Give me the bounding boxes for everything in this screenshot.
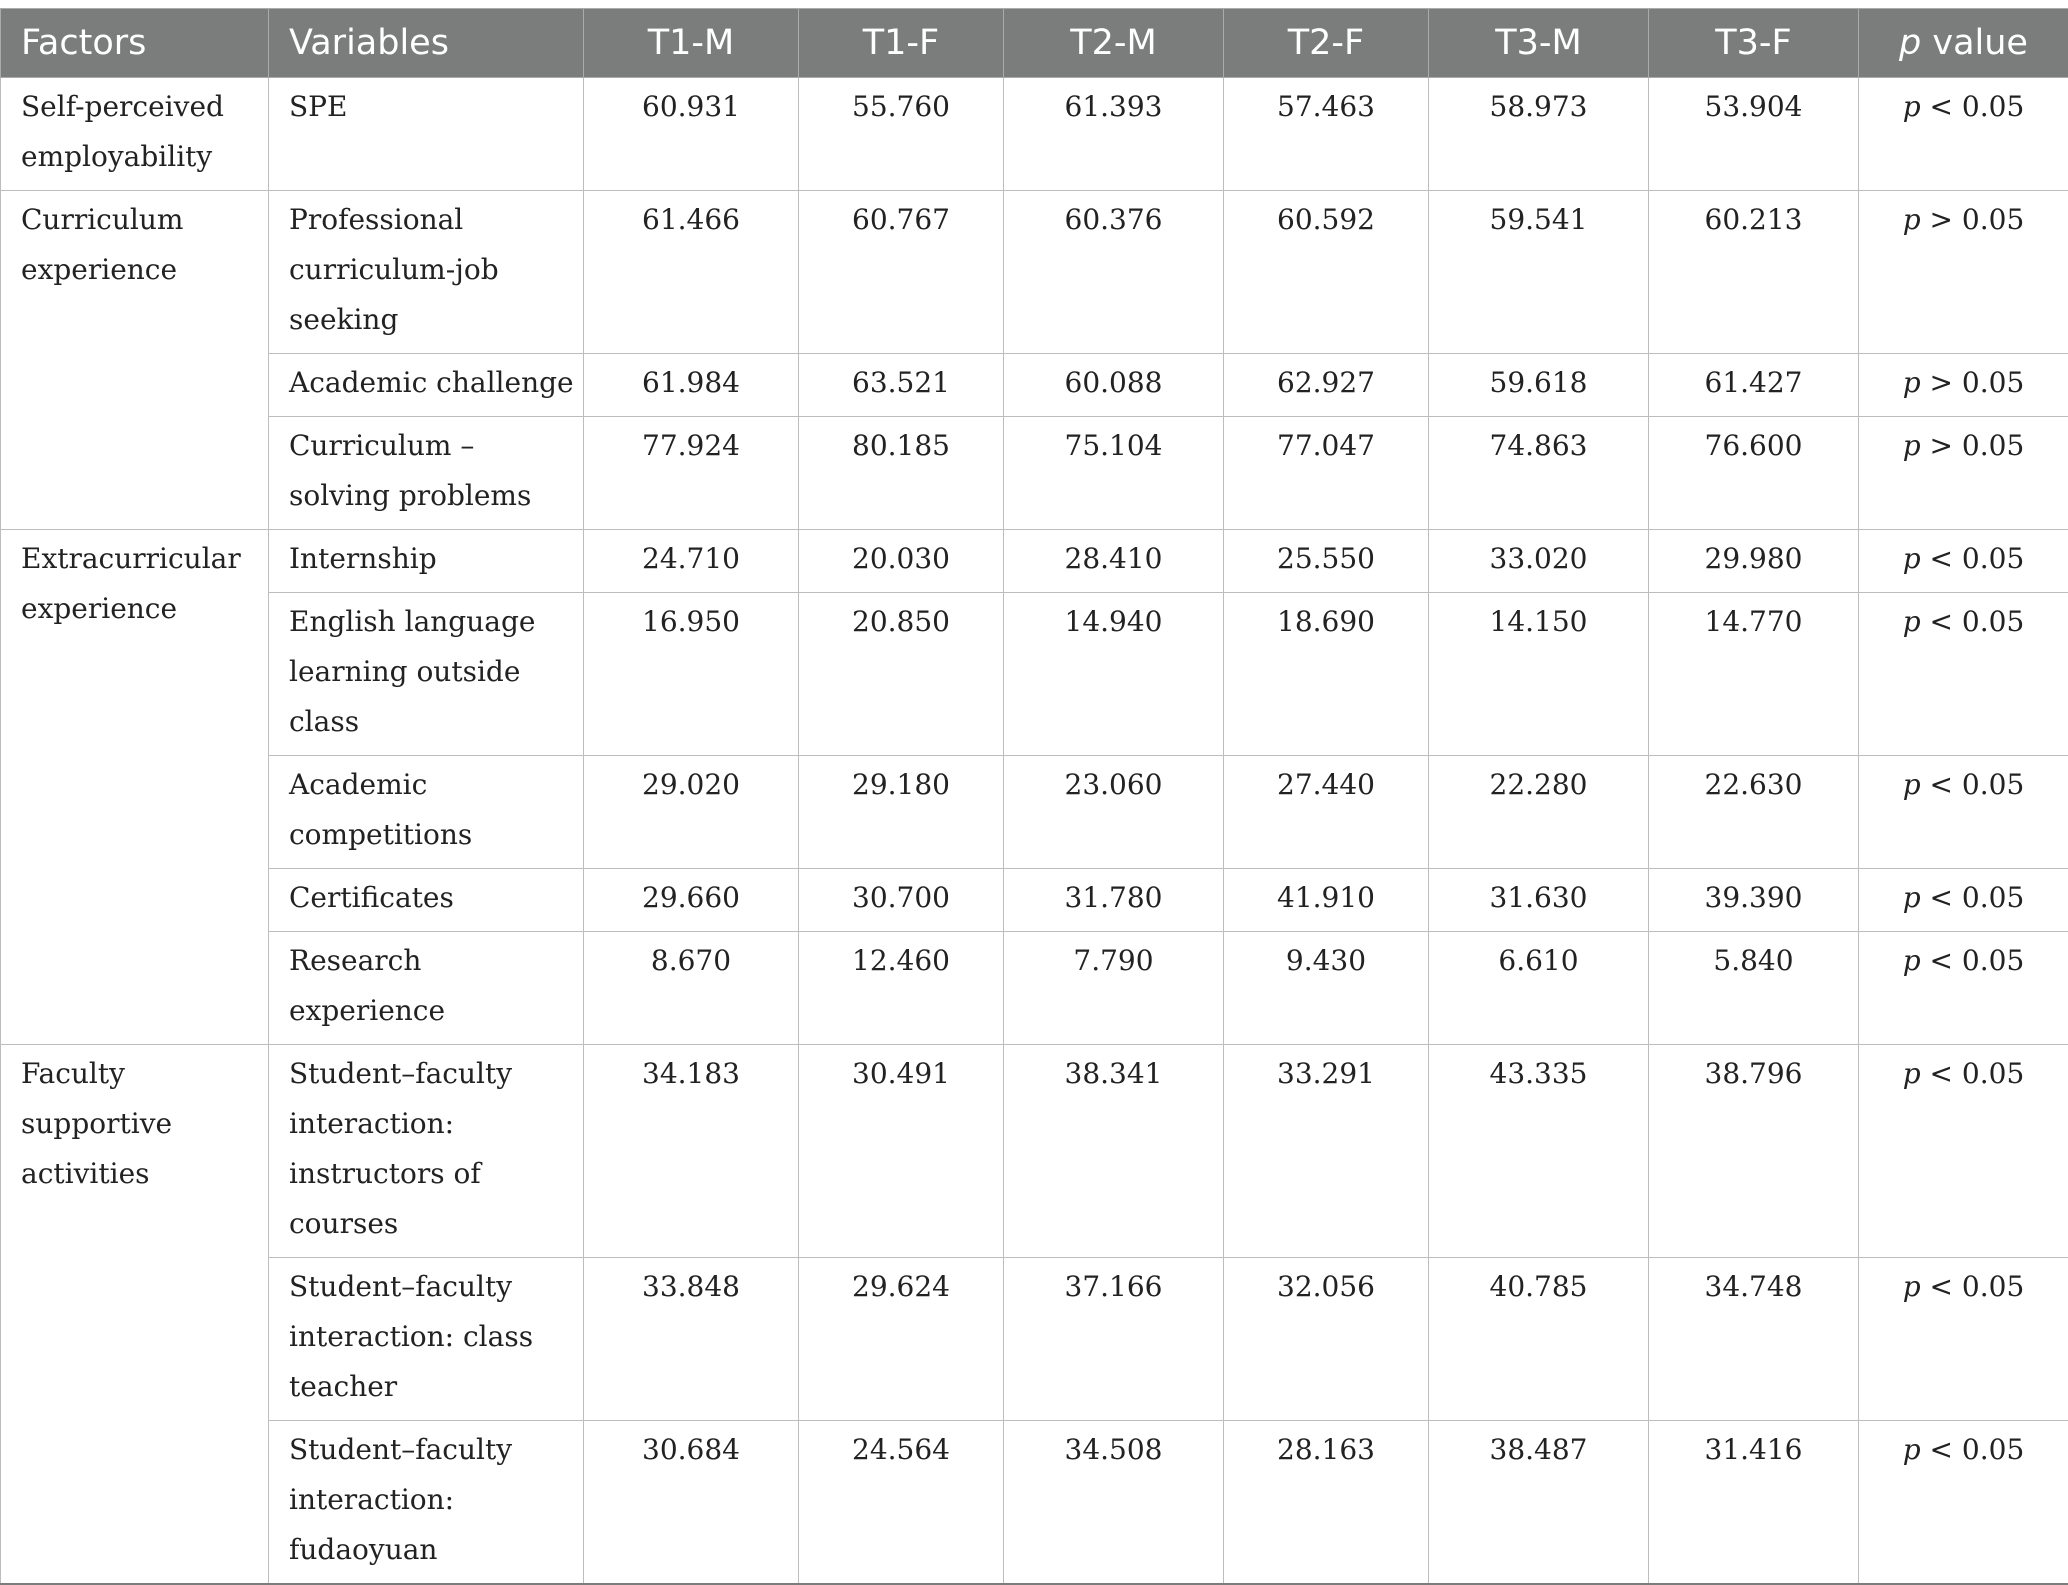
factor-cell: Faculty supportive activities: [1, 1045, 269, 1585]
table-row: [1, 1045, 2068, 1258]
value-cell: 61.393: [1004, 78, 1224, 191]
value-cell: 58.973: [1429, 78, 1649, 191]
p-value-cell: [1859, 191, 2068, 354]
value-cell: 32.056: [1224, 1258, 1429, 1421]
p-symbol: p: [1903, 1433, 1921, 1466]
value-cell: 28.410: [1004, 530, 1224, 593]
value-cell: 7.790: [1004, 932, 1224, 1045]
p-threshold: < 0.05: [1921, 90, 2025, 123]
factor-cell: Curriculum experience: [1, 191, 269, 530]
column-header-italic: p: [1899, 23, 1921, 63]
table-row: [1, 1258, 2068, 1421]
factor-cell: Self-perceived employability: [1, 78, 269, 191]
variable-cell: English language learning outside class: [269, 593, 584, 756]
value-cell: 43.335: [1429, 1045, 1649, 1258]
table-row: [1, 354, 2068, 417]
value-cell: 60.931: [584, 78, 799, 191]
column-header-label: T3-M: [1495, 23, 1581, 63]
value-cell: 18.690: [1224, 593, 1429, 756]
p-value-cell: [1859, 417, 2068, 530]
column-header: [1224, 9, 1429, 78]
value-cell: 77.924: [584, 417, 799, 530]
value-cell: 33.291: [1224, 1045, 1429, 1258]
value-cell: 9.430: [1224, 932, 1429, 1045]
variable-cell: Student–faculty interaction: fudaoyuan: [269, 1421, 584, 1585]
value-cell: 61.427: [1649, 354, 1859, 417]
value-cell: 60.592: [1224, 191, 1429, 354]
value-cell: 16.950: [584, 593, 799, 756]
value-cell: 60.088: [1004, 354, 1224, 417]
column-header-label: Factors: [21, 23, 146, 63]
value-cell: 29.020: [584, 756, 799, 869]
table-row: [1, 530, 2068, 593]
value-cell: 41.910: [1224, 869, 1429, 932]
value-cell: 5.840: [1649, 932, 1859, 1045]
value-cell: 75.104: [1004, 417, 1224, 530]
value-cell: 59.541: [1429, 191, 1649, 354]
variable-cell: Professional curriculum-job seeking: [269, 191, 584, 354]
p-value-cell: [1859, 530, 2068, 593]
value-cell: 20.030: [799, 530, 1004, 593]
variable-cell: Academic competitions: [269, 756, 584, 869]
column-header-label: T2-M: [1070, 23, 1156, 63]
value-cell: 61.984: [584, 354, 799, 417]
value-cell: 80.185: [799, 417, 1004, 530]
table-row: [1, 78, 2068, 191]
p-symbol: p: [1903, 203, 1921, 236]
value-cell: 12.460: [799, 932, 1004, 1045]
table-row: [1, 932, 2068, 1045]
p-threshold: < 0.05: [1921, 1057, 2025, 1090]
p-value-cell: [1859, 869, 2068, 932]
table-row: [1, 869, 2068, 932]
p-value-cell: [1859, 932, 2068, 1045]
value-cell: 31.416: [1649, 1421, 1859, 1585]
table-body: [1, 78, 2068, 1585]
value-cell: 22.630: [1649, 756, 1859, 869]
p-value-cell: [1859, 756, 2068, 869]
value-cell: 53.904: [1649, 78, 1859, 191]
value-cell: 29.980: [1649, 530, 1859, 593]
table-row: [1, 1421, 2068, 1585]
value-cell: 34.183: [584, 1045, 799, 1258]
p-symbol: p: [1903, 881, 1921, 914]
variable-cell: Internship: [269, 530, 584, 593]
value-cell: 29.660: [584, 869, 799, 932]
value-cell: 28.163: [1224, 1421, 1429, 1585]
value-cell: 34.508: [1004, 1421, 1224, 1585]
value-cell: 61.466: [584, 191, 799, 354]
column-header: [269, 9, 584, 78]
value-cell: 25.550: [1224, 530, 1429, 593]
value-cell: 30.491: [799, 1045, 1004, 1258]
table-row: [1, 593, 2068, 756]
table-row: [1, 756, 2068, 869]
p-symbol: p: [1903, 366, 1921, 399]
p-threshold: < 0.05: [1921, 1433, 2025, 1466]
value-cell: 29.180: [799, 756, 1004, 869]
variable-cell: Student–faculty interaction: class teacher: [269, 1258, 584, 1421]
p-threshold: < 0.05: [1921, 1270, 2025, 1303]
p-symbol: p: [1903, 605, 1921, 638]
value-cell: 31.630: [1429, 869, 1649, 932]
value-cell: 62.927: [1224, 354, 1429, 417]
column-header-label: Variables: [289, 23, 449, 63]
p-value-cell: [1859, 593, 2068, 756]
p-value-cell: [1859, 1045, 2068, 1258]
p-value-cell: [1859, 354, 2068, 417]
p-value-cell: [1859, 1421, 2068, 1585]
column-header-label: value: [1921, 23, 2028, 63]
variable-cell: Student–faculty interaction: instructors of courses: [269, 1045, 584, 1258]
column-header-label: T1-M: [648, 23, 734, 63]
p-threshold: < 0.05: [1921, 605, 2025, 638]
column-header: [799, 9, 1004, 78]
data-table: [0, 8, 2068, 1585]
value-cell: 37.166: [1004, 1258, 1224, 1421]
value-cell: 24.710: [584, 530, 799, 593]
value-cell: 40.785: [1429, 1258, 1649, 1421]
value-cell: 8.670: [584, 932, 799, 1045]
p-symbol: p: [1903, 90, 1921, 123]
table-row: [1, 191, 2068, 354]
value-cell: 55.760: [799, 78, 1004, 191]
table-header: [1, 9, 2068, 78]
table-row: [1, 417, 2068, 530]
p-symbol: p: [1903, 1270, 1921, 1303]
variable-cell: Curriculum – solving problems: [269, 417, 584, 530]
header-row: [1, 9, 2068, 78]
value-cell: 30.684: [584, 1421, 799, 1585]
value-cell: 30.700: [799, 869, 1004, 932]
value-cell: 77.047: [1224, 417, 1429, 530]
column-header-label: T3-F: [1715, 23, 1791, 63]
value-cell: 60.376: [1004, 191, 1224, 354]
value-cell: 60.767: [799, 191, 1004, 354]
value-cell: 39.390: [1649, 869, 1859, 932]
value-cell: 76.600: [1649, 417, 1859, 530]
value-cell: 27.440: [1224, 756, 1429, 869]
p-symbol: p: [1903, 429, 1921, 462]
p-symbol: p: [1903, 1057, 1921, 1090]
p-threshold: < 0.05: [1921, 768, 2025, 801]
variable-cell: SPE: [269, 78, 584, 191]
column-header: [1649, 9, 1859, 78]
value-cell: 38.487: [1429, 1421, 1649, 1585]
value-cell: 33.020: [1429, 530, 1649, 593]
column-header: [1429, 9, 1649, 78]
column-header: [1859, 9, 2068, 78]
value-cell: 34.748: [1649, 1258, 1859, 1421]
variable-cell: Certificates: [269, 869, 584, 932]
value-cell: 29.624: [799, 1258, 1004, 1421]
p-threshold: > 0.05: [1921, 366, 2025, 399]
value-cell: 59.618: [1429, 354, 1649, 417]
column-header: [1, 9, 269, 78]
value-cell: 14.770: [1649, 593, 1859, 756]
value-cell: 24.564: [799, 1421, 1004, 1585]
variable-cell: Academic challenge: [269, 354, 584, 417]
data-table-container: [0, 8, 2068, 1585]
value-cell: 14.940: [1004, 593, 1224, 756]
p-symbol: p: [1903, 542, 1921, 575]
p-symbol: p: [1903, 944, 1921, 977]
column-header: [1004, 9, 1224, 78]
value-cell: 31.780: [1004, 869, 1224, 932]
value-cell: 14.150: [1429, 593, 1649, 756]
value-cell: 38.796: [1649, 1045, 1859, 1258]
value-cell: 63.521: [799, 354, 1004, 417]
column-header: [584, 9, 799, 78]
p-value-cell: [1859, 78, 2068, 191]
p-symbol: p: [1903, 768, 1921, 801]
value-cell: 60.213: [1649, 191, 1859, 354]
p-threshold: > 0.05: [1921, 429, 2025, 462]
column-header-label: T1-F: [863, 23, 939, 63]
value-cell: 20.850: [799, 593, 1004, 756]
value-cell: 57.463: [1224, 78, 1429, 191]
p-threshold: > 0.05: [1921, 203, 2025, 236]
p-threshold: < 0.05: [1921, 944, 2025, 977]
value-cell: 38.341: [1004, 1045, 1224, 1258]
value-cell: 74.863: [1429, 417, 1649, 530]
column-header-label: T2-F: [1288, 23, 1364, 63]
p-value-cell: [1859, 1258, 2068, 1421]
factor-cell: Extracurricular experience: [1, 530, 269, 1045]
value-cell: 23.060: [1004, 756, 1224, 869]
p-threshold: < 0.05: [1921, 542, 2025, 575]
variable-cell: Research experience: [269, 932, 584, 1045]
p-threshold: < 0.05: [1921, 881, 2025, 914]
value-cell: 33.848: [584, 1258, 799, 1421]
value-cell: 6.610: [1429, 932, 1649, 1045]
value-cell: 22.280: [1429, 756, 1649, 869]
